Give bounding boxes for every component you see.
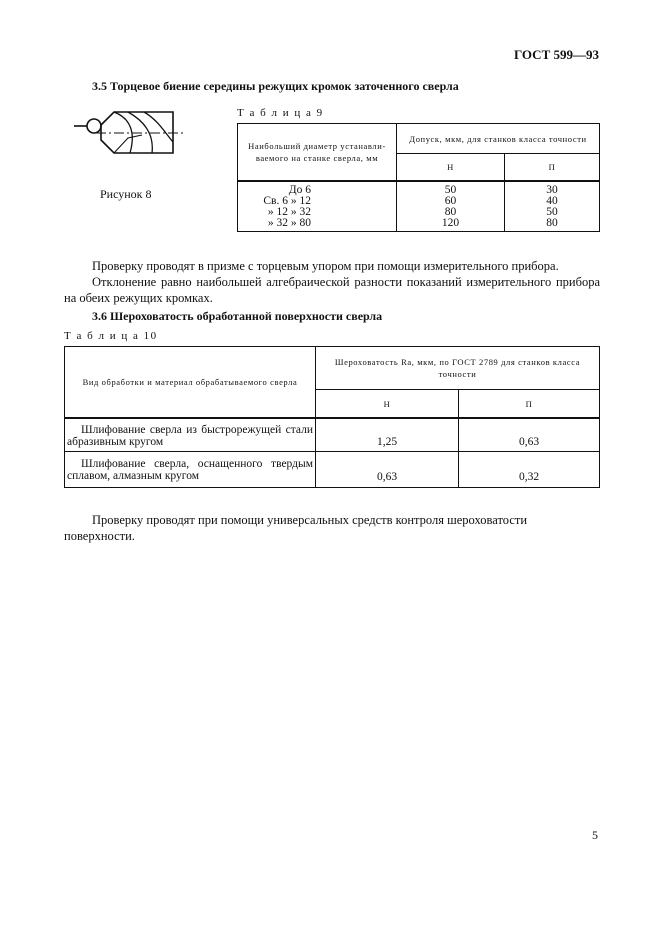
table9-h-4: 120	[441, 217, 460, 229]
table9-p-1: 30	[546, 184, 558, 196]
document-id: ГОСТ 599—93	[513, 47, 599, 62]
table10-row1-p: 0,63	[518, 436, 540, 448]
table9-diam-3: » 12 » 32	[267, 206, 311, 218]
table9	[237, 123, 600, 232]
paragraph-1: Проверку проводят в призме с торцевым упором при помощи измерительного прибора.	[92, 259, 559, 273]
table10-row1-h: 1,25	[376, 436, 398, 448]
table9-diam-2: Св. 6 » 12	[263, 195, 311, 207]
table9-p-2: 40	[546, 195, 558, 207]
table9-class-p: П	[548, 162, 556, 172]
table9-diam-1: До 6	[288, 184, 311, 196]
table9-h-3: 80	[444, 206, 457, 218]
section-3-5-title: 3.5 Торцевое биение середины режущих кромок заточенного сверла	[92, 79, 459, 93]
table9-caption: Т а б л и ц а 9	[237, 107, 324, 119]
table9-p-3: 50	[546, 206, 558, 218]
table10-col1-header: Вид обработки и материал обрабатываемого сверла	[82, 377, 298, 387]
table10-row2-p: 0,32	[518, 471, 540, 483]
table9-group-header: Допуск, мкм, для станков класса точности	[409, 133, 587, 144]
table10-class-p: П	[525, 398, 533, 409]
table10-row1-text: Шлифование сверла из быстрорежущей стали абразивным кругом	[67, 424, 313, 448]
figure-caption: Рисунок 8	[100, 187, 152, 201]
paragraph-3: Проверку проводят при помощи универсальных средств контроля шероховатости поверхности.	[64, 513, 528, 543]
table9-h-2: 60	[444, 195, 457, 207]
table10-caption: Т а б л и ц а 10	[64, 330, 158, 342]
table10-row2-text: Шлифование сверла, оснащенного твердым сплавом, алмазным кругом	[67, 458, 313, 482]
page-number: 5	[592, 828, 598, 842]
table10-class-h: Н	[383, 398, 391, 409]
table9-col1-header: Наибольший диаметр устанавли-ваемого на станке сверла, мм	[248, 141, 386, 163]
table10-group-header: Шероховатость Ra, мкм, по ГОСТ 2789 для станков класса точности	[334, 357, 581, 379]
table10-row2-h: 0,63	[376, 471, 398, 483]
paragraph-2: Отклонение равно наибольшей алгебраической разности показаний измерительного прибора на обеих режущих кромках.	[64, 275, 600, 305]
table9-diam-4: » 32 » 80	[267, 217, 311, 229]
section-3-6-title: 3.6 Шероховатость обработанной поверхности сверла	[92, 309, 383, 323]
table9-h-1: 50	[444, 184, 457, 196]
drill-tip-indicator-drawing	[70, 108, 190, 166]
table9-class-h: Н	[447, 162, 454, 172]
table9-p-4: 80	[546, 217, 558, 229]
table10	[64, 346, 600, 488]
